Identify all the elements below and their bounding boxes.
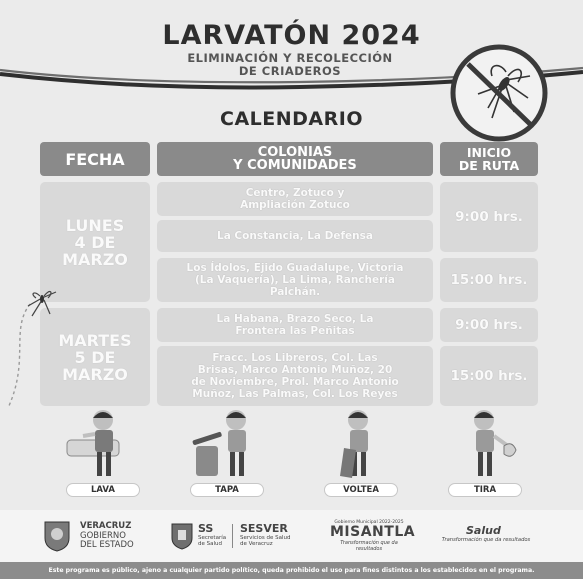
mosquito-icon bbox=[22, 288, 62, 324]
kid-covering-illustration bbox=[190, 406, 270, 484]
colonias-line: (La Vaquería), La Lima, Ranchería bbox=[194, 274, 395, 286]
colonias-cell bbox=[157, 220, 433, 252]
colonias-line: Frontera las Peñitas bbox=[235, 325, 355, 337]
colonias-line: La Habana, Brazo Seco, La bbox=[216, 313, 374, 325]
time-cell: 15:00 hrs. bbox=[440, 346, 538, 406]
colonias-line: Brisas, Marco Antonio Muñoz, 20 bbox=[197, 364, 393, 376]
subtitle-line-1: ELIMINACIÓN Y RECOLECCIÓN bbox=[187, 51, 393, 65]
salud-logo bbox=[436, 524, 536, 543]
veracruz-line-1: VERACRUZ bbox=[80, 521, 132, 531]
veracruz-line-3: DEL ESTADO bbox=[80, 540, 134, 550]
day-line: LUNES bbox=[65, 215, 125, 235]
time-cell: 15:00 hrs. bbox=[440, 258, 538, 302]
time-cell: 9:00 hrs. bbox=[440, 182, 538, 252]
salud-sub: Transformación que da resultados bbox=[441, 537, 531, 543]
colonias-cell bbox=[157, 258, 433, 302]
day-line: MARTES bbox=[58, 330, 132, 350]
kid-throwing-illustration bbox=[450, 406, 530, 484]
veracruz-logo-text bbox=[80, 522, 134, 551]
veracruz-shield-icon bbox=[42, 520, 72, 552]
colonias-cell bbox=[157, 308, 433, 342]
colonias-line: La Constancia, La Defensa bbox=[217, 230, 373, 242]
action-tira: TIRA bbox=[448, 483, 522, 497]
sesver-text: SESVER bbox=[240, 522, 288, 535]
colonias-cell bbox=[157, 182, 433, 216]
colonias-line: de Noviembre, Prol. Marco Antonio bbox=[191, 376, 399, 388]
veracruz-line-2: GOBIERNO bbox=[80, 530, 126, 541]
colonias-line: Muñoz, Las Palmas, Col. Los Reyes bbox=[192, 388, 398, 400]
poster-title: LARVATÓN 2024 bbox=[162, 20, 421, 51]
misantla-sub: Transformación que da resultados bbox=[340, 540, 398, 552]
kid-washing-illustration bbox=[63, 406, 143, 484]
misantla-text: MISANTLA bbox=[330, 524, 416, 540]
header-fecha: FECHA bbox=[40, 142, 150, 176]
colonias-cell bbox=[157, 346, 433, 406]
salud-text: Salud bbox=[466, 524, 501, 537]
action-lava: LAVA bbox=[66, 483, 140, 497]
time-cell: 9:00 hrs. bbox=[440, 308, 538, 342]
colonias-line: Fracc. Los Libreros, Col. Las bbox=[212, 352, 378, 364]
ss-sub-line-2: de Salud bbox=[198, 541, 222, 547]
header-colonias bbox=[157, 142, 433, 176]
subtitle-line-2: DE CRIADEROS bbox=[238, 64, 342, 78]
colonias-line: Los Ídolos, Ejido Guadalupe, Victoria bbox=[186, 262, 404, 274]
misantla-top: Gobierno Municipal 2022-2025 bbox=[334, 520, 404, 525]
legal-disclaimer: Este programa es público, ajeno a cualquier partido político, queda prohibido el uso para fines distintos a los establecidos en el programa. bbox=[0, 562, 583, 579]
day-line: MARZO bbox=[62, 364, 128, 384]
sesver-sub-line-2: de Veracruz bbox=[240, 541, 273, 547]
footer-logos bbox=[0, 510, 583, 562]
section-title: CALENDARIO bbox=[220, 108, 363, 130]
day-line: 4 DE bbox=[74, 232, 116, 252]
kid-flipping-illustration bbox=[322, 406, 402, 484]
colonias-line: Centro, Zotuco y bbox=[245, 187, 345, 199]
header-colonias-line-2: Y COMUNIDADES bbox=[233, 158, 357, 173]
header-colonias-line-1: COLONIAS bbox=[257, 145, 333, 160]
ss-logo-text bbox=[198, 522, 226, 547]
header-inicio-line-1: INICIO bbox=[466, 145, 512, 160]
colonias-line: Ampliación Zotuco bbox=[240, 199, 350, 211]
footer-divider bbox=[232, 524, 233, 548]
action-voltea: VOLTEA bbox=[324, 483, 398, 497]
day-line: 5 DE bbox=[74, 347, 116, 367]
colonias-line: Palchán. bbox=[269, 286, 321, 298]
sesver-sub-line-1: Servicios de Salud bbox=[240, 535, 291, 541]
ss-sub-line-1: Secretaría bbox=[198, 535, 227, 541]
day-cell-monday bbox=[40, 182, 150, 302]
sesver-logo-text bbox=[240, 522, 290, 547]
misantla-logo bbox=[330, 520, 416, 552]
action-tapa: TAPA bbox=[190, 483, 264, 497]
day-line: MARZO bbox=[62, 249, 128, 269]
header-inicio-line-2: DE RUTA bbox=[458, 158, 520, 173]
header-inicio bbox=[440, 142, 538, 176]
ss-text: SS bbox=[198, 522, 214, 535]
ss-emblem-icon bbox=[170, 522, 194, 550]
